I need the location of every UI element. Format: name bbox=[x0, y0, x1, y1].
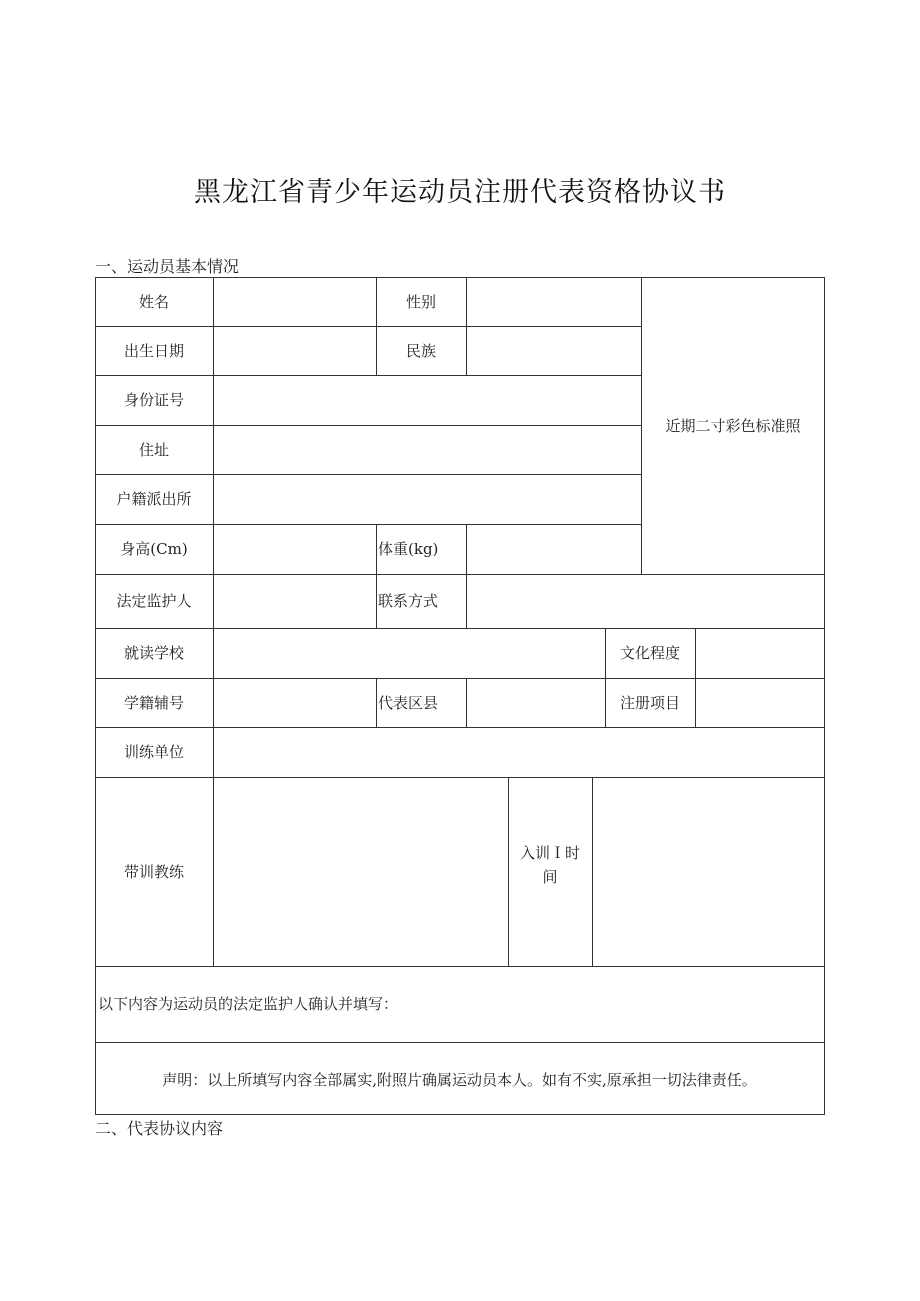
enroll-time-field[interactable] bbox=[593, 778, 824, 966]
district-field[interactable] bbox=[467, 679, 605, 727]
coach-field[interactable] bbox=[214, 778, 508, 966]
label-guardian: 法定监护人 bbox=[116, 592, 192, 610]
label-police-station: 户籍派出所 bbox=[116, 490, 192, 508]
label-birth-date: 出生日期 bbox=[123, 341, 184, 360]
label-education: 文化程度 bbox=[619, 644, 680, 662]
photo-placeholder-label: 近期二寸彩色标准照 bbox=[665, 416, 801, 435]
guardian-note: 以下内容为运动员的法定监护人确认并填写： bbox=[98, 995, 399, 1013]
label-enroll-time bbox=[508, 777, 592, 966]
label-project: 注册项目 bbox=[619, 693, 680, 712]
school-field[interactable] bbox=[214, 629, 605, 678]
section-heading-agreement: 二、代表协议内容 bbox=[95, 1119, 224, 1138]
training-unit-field[interactable] bbox=[214, 728, 824, 777]
label-height: 身高(Cm) bbox=[120, 540, 188, 558]
birth-date-field[interactable] bbox=[214, 327, 376, 375]
label-student-id: 学籍辅号 bbox=[123, 693, 184, 712]
label-coach: 带训教练 bbox=[123, 862, 184, 881]
label-enroll-time-line2: 间 bbox=[542, 867, 558, 886]
label-ethnicity: 民族 bbox=[405, 341, 436, 360]
name-field[interactable] bbox=[214, 278, 376, 326]
label-address: 住址 bbox=[138, 440, 169, 459]
guardian-field[interactable] bbox=[214, 575, 376, 628]
education-field[interactable] bbox=[696, 629, 824, 678]
ethnicity-field[interactable] bbox=[467, 327, 641, 375]
id-number-field[interactable] bbox=[214, 376, 641, 425]
declaration: 声明：以上所填写内容全部属实,附照片确属运动员本人。如有不实,原承担一切法律责任。 bbox=[162, 1071, 757, 1089]
document-title: 黑龙江省青少年运动员注册代表资格协议书 bbox=[194, 177, 726, 208]
contact-field[interactable] bbox=[467, 575, 824, 628]
label-gender: 性别 bbox=[405, 292, 436, 311]
section-heading-basic-info: 一、运动员基本情况 bbox=[95, 257, 240, 276]
label-weight: 体重(kg) bbox=[378, 540, 439, 558]
label-contact: 联系方式 bbox=[378, 592, 439, 610]
label-district: 代表区县 bbox=[378, 693, 439, 712]
project-field[interactable] bbox=[696, 679, 824, 727]
student-id-field[interactable] bbox=[214, 679, 376, 727]
table-border-bottom bbox=[95, 1114, 825, 1115]
address-field[interactable] bbox=[214, 426, 641, 474]
label-school: 就读学校 bbox=[123, 644, 184, 662]
weight-field[interactable] bbox=[467, 525, 641, 574]
label-training-unit: 训练单位 bbox=[123, 743, 184, 761]
photo-box[interactable] bbox=[642, 278, 824, 574]
table-border-right bbox=[824, 277, 825, 1115]
label-enroll-time-line1: 入训Ｉ时 bbox=[519, 843, 580, 862]
police-station-field[interactable] bbox=[214, 475, 641, 524]
gender-field[interactable] bbox=[467, 278, 641, 326]
label-name: 姓名 bbox=[138, 292, 169, 311]
height-field[interactable] bbox=[214, 525, 376, 574]
label-id-number: 身份证号 bbox=[123, 391, 184, 409]
